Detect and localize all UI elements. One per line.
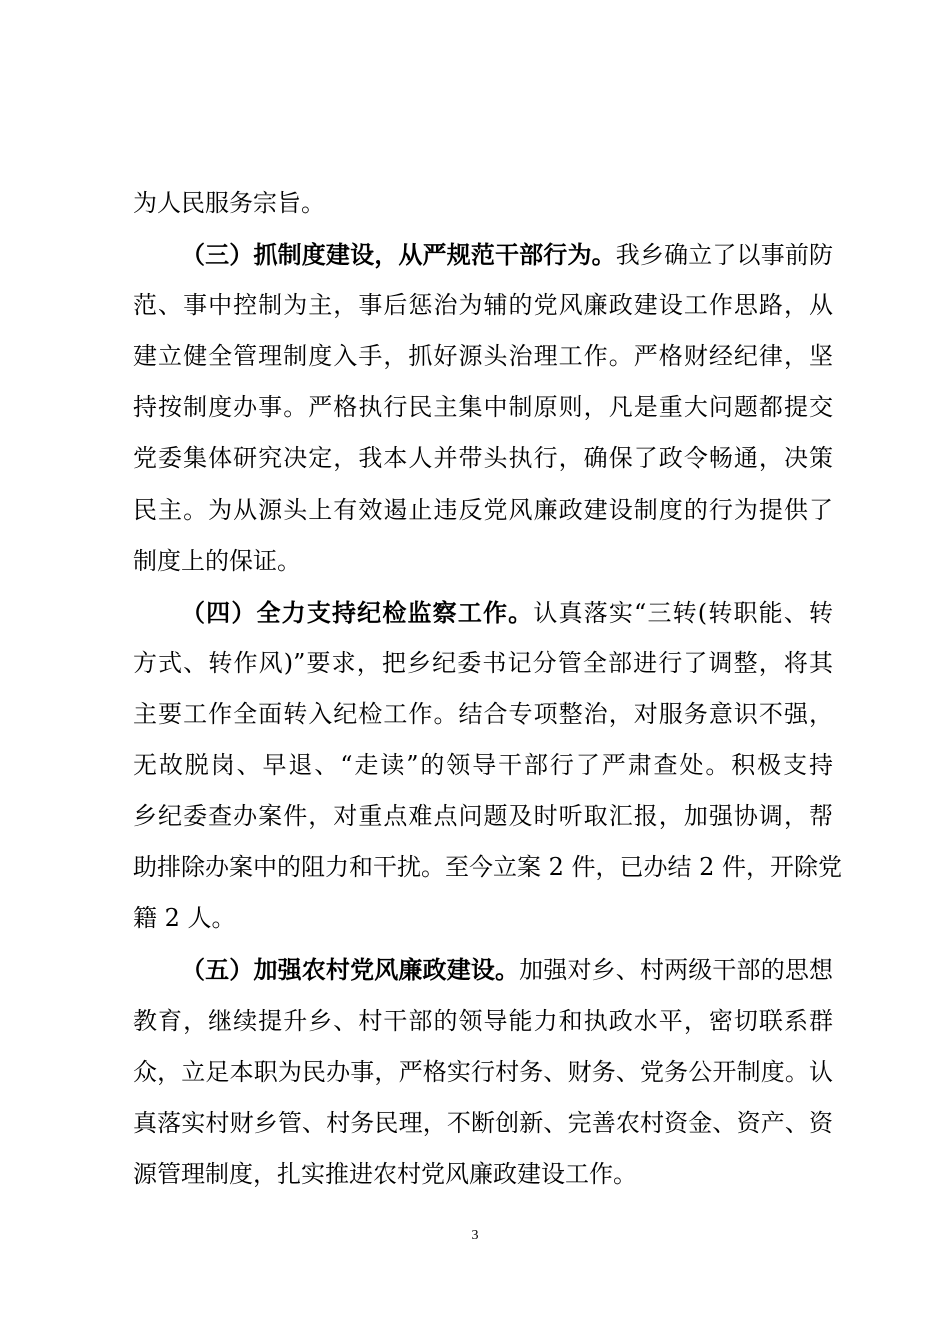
section-4-line: 助排除办案中的阻力和干扰。至今立案 2 件，已办结 2 件，开除党 xyxy=(133,853,843,882)
section-4-line: 无故脱岗、早退、“走读”的领导干部行了严肃查处。积极支持 xyxy=(133,751,833,780)
section-5-line: 众，立足本职为民办事，严格实行村务、财务、党务公开制度。认 xyxy=(133,1057,833,1086)
section-4-first-line xyxy=(133,587,833,638)
section-4-line: 方式、转作风)”要求，把乡纪委书记分管全部进行了调整，将其 xyxy=(133,648,833,677)
body-text xyxy=(133,178,843,1200)
paragraph-continuation-line: 为人民服务宗旨。 xyxy=(133,189,325,217)
section-5-first-line xyxy=(133,944,833,995)
section-3-line: 制度上的保证。 xyxy=(133,546,301,575)
section-4-line: 主要工作全面转入纪检工作。结合专项整治，对服务意识不强， xyxy=(133,699,833,728)
section-4-heading: （四）全力支持纪检监察工作。 xyxy=(181,597,534,627)
section-3-line: 党委集体研究决定，我本人并带头执行，确保了政令畅通，决策 xyxy=(133,444,833,473)
section-4-line: 乡纪委查办案件，对重点难点问题及时听取汇报，加强协调，帮 xyxy=(133,802,833,831)
section-3-first-line xyxy=(133,229,833,280)
section-4-line: 籍 2 人。 xyxy=(133,904,236,933)
section-5-heading: （五）加强农村党风廉政建设。 xyxy=(181,955,520,985)
section-3-heading: （三）抓制度建设，从严规范干部行为。 xyxy=(181,240,616,270)
section-3-line: 范、事中控制为主，事后惩治为辅的党风廉政建设工作思路，从 xyxy=(133,291,833,320)
section-5-line: 教育，继续提升乡、村干部的领导能力和执政水平，密切联系群 xyxy=(133,1006,833,1035)
section-5-line: 真落实村财乡管、村务民理，不断创新、完善农村资金、资产、资 xyxy=(133,1108,833,1137)
section-3-line: 建立健全管理制度入手，抓好源头治理工作。严格财经纪律，坚 xyxy=(133,342,833,371)
section-5-line: 源管理制度，扎实推进农村党风廉政建设工作。 xyxy=(133,1159,637,1188)
page-number: 3 xyxy=(471,1228,479,1243)
section-3-line: 持按制度办事。严格执行民主集中制原则，凡是重大问题都提交 xyxy=(133,393,833,422)
section-3-line-text: 我乡确立了以事前防 xyxy=(615,241,834,270)
section-5-line-text: 加强对乡、村两级干部的思想 xyxy=(519,956,834,985)
section-3-line: 民主。为从源头上有效遏止违反党风廉政建设制度的行为提供了 xyxy=(133,495,833,524)
section-4-line-text: 认真落实“三转(转职能、转 xyxy=(533,598,834,627)
